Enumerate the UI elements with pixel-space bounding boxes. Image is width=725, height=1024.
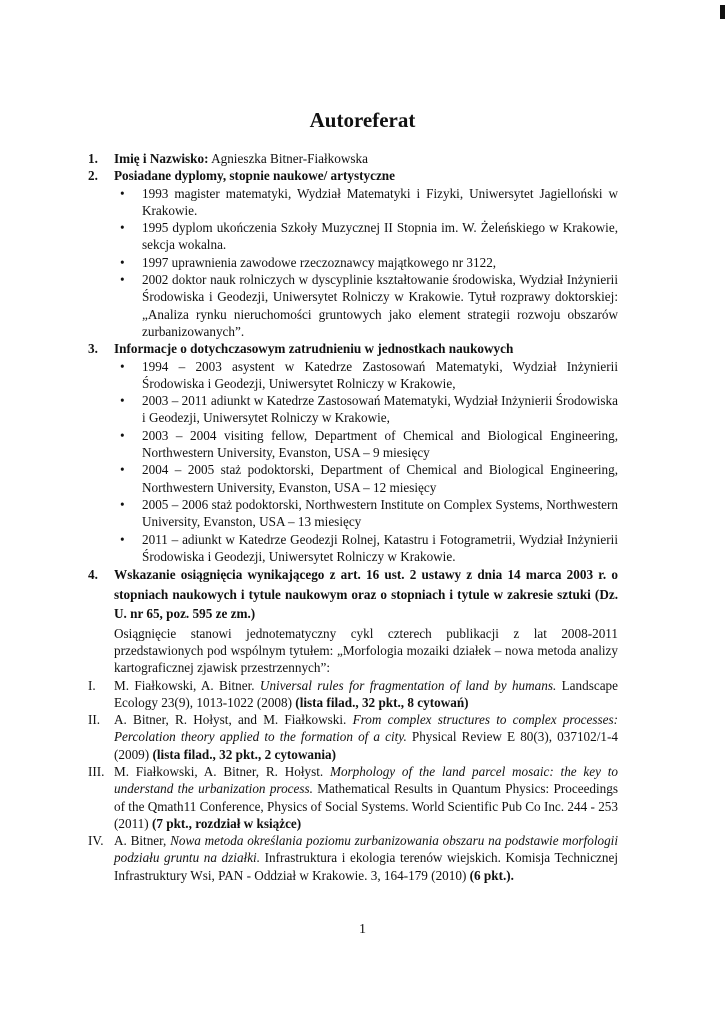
list-item: • 2003 – 2011 adiunkt w Katedrze Zastosowań Matematyki, Wydział Inżynierii Środowiska i Geodezji, Uniwersytet Rolniczy w Krakowie, [118, 392, 618, 427]
publication-number: I. [88, 677, 96, 693]
section-heading: Posiadane dyplomy, stopnie naukowe/ artystyczne [114, 168, 395, 184]
publication-title: Nowa metoda określania poziomu zurbanizowania obszaru na podstawie morfologii podziału gruntu na działki. [114, 833, 618, 866]
publication-metrics: (lista filad., 32 pkt., 2 cytowania) [152, 746, 336, 762]
publication-item [88, 711, 619, 763]
list-item: • 1997 uprawnienia zawodowe rzeczoznawcy majątkowego nr 3122, [118, 254, 618, 271]
publication-metrics: (lista filad., 32 pkt., 8 cytowań) [295, 694, 469, 710]
publication-title: Morphology of the land parcel mosaic: the key to understand the urbanization process. [114, 764, 618, 797]
scan-edge-mark [720, 5, 725, 19]
section-number: 2. [88, 168, 98, 184]
page-number: 1 [359, 922, 366, 937]
publication-authors: A. Bitner, R. Hołyst, and M. Fiałkowski. [114, 712, 347, 728]
section-label: Imię i Nazwisko: [114, 151, 209, 166]
list-item: • 2004 – 2005 staż podoktorski, Department of Chemical and Biological Engineering, Northwestern University, Evanston, USA – 12 miesięcy [118, 461, 618, 496]
employment-list [114, 358, 618, 566]
list-item: • 2002 doktor nauk rolniczych w dyscyplinie kształtowanie środowiska, Wydział Inżynierii Środowiska i Geodezji, Uniwersytet Rolniczy w Krakowie. Tytuł rozprawy doktorskiej: „Analiza rynku nieruchomości gruntowych jako element strategii rozwoju obszarów zurbanizowanych”. [118, 271, 618, 340]
publication-source: Landscape Ecology 23(9), 1013-1022 (2008) [114, 677, 619, 710]
list-item: • 2005 – 2006 staż podoktorski, Northwestern Institute on Complex Systems, Northwestern University, Evanston, USA – 13 miesięcy [118, 496, 618, 531]
publication-item [88, 677, 619, 712]
publication-number: II. [88, 712, 101, 728]
publication-authors: A. Bitner, [114, 833, 167, 849]
publication-source: Mathematical Results in Quantum Physics: Proceedings of the Qmath11 Conference, Physics of Social Systems. World Scientific Pub Co Inc. 244 - 253 (2011) [114, 781, 618, 831]
publication-number: III. [88, 764, 105, 779]
degrees-list [114, 185, 618, 341]
list-item: • 1995 dyplom ukończenia Szkoły Muzycznej II Stopnia im. W. Żeleńskiego w Krakowie, sekcja wokalna. [118, 219, 618, 254]
publication-source: Infrastruktura i ekologia terenów wiejskich. Komisja Technicznej Infrastruktury Wsi, PAN - Oddział w Krakowie. 3, 164-179 (2010) [114, 850, 619, 883]
publication-source: Physical Review E 80(3), 037102/1-4 (2009) [114, 729, 618, 762]
publication-authors: M. Fiałkowski, A. Bitner. [114, 677, 255, 693]
publication-item [88, 832, 619, 884]
publication-item [88, 763, 618, 832]
publication-list [88, 677, 619, 885]
author-name: Agnieszka Bitner-Fiałkowska [211, 151, 368, 166]
section-number: 3. [88, 341, 98, 357]
section-number: 1. [88, 151, 98, 166]
publication-authors: M. Fiałkowski, A. Bitner, R. Hołyst. [114, 764, 324, 779]
publication-metrics: (6 pkt.). [469, 867, 514, 883]
section-1 [88, 150, 618, 167]
section-heading: Informacje o dotychczasowym zatrudnieniu w jednostkach naukowych [114, 341, 514, 357]
section-4 [88, 565, 618, 884]
section-heading: Wskazanie osiągnięcia wynikającego z art. 16 ust. 2 ustawy z dnia 14 marca 2003 r. o stopniach naukowych i tytule naukowym oraz o stopniach i tytule w zakresie sztuki (Dz. U. nr 65, poz. 595 ze zm.) [114, 567, 618, 622]
list-item: • 1993 magister matematyki, Wydział Matematyki i Fizyki, Uniwersytet Jagielloński w Krakowie. [118, 185, 618, 220]
section-number: 4. [88, 567, 98, 583]
achievement-intro: Osiągnięcie stanowi jednotematyczny cykl czterech publikacji z lat 2008-2011 przedstawionych pod wspólnym tytułem: „Morfologia mozaiki działek – nowa metoda analizy kartograficznej zjawisk przestrzennych”: [114, 625, 618, 676]
publication-metrics: (7 pkt., rozdział w książce) [151, 815, 302, 831]
publication-number: IV. [88, 833, 104, 849]
document-body [88, 150, 618, 884]
list-item: • 1994 – 2003 asystent w Katedrze Zastosowań Matematyki, Wydział Inżynierii Środowiska i Geodezji, Uniwersytet Rolniczy w Krakowie, [118, 358, 618, 393]
publication-title: From complex structures to complex processes: Percolation theory applied to the formation of a city. [114, 712, 619, 745]
page-title: Autoreferat [309, 108, 416, 132]
section-2 [88, 167, 618, 340]
publication-title: Universal rules for fragmentation of land by humans. [259, 677, 557, 693]
section-3 [88, 340, 618, 565]
list-item: • 2003 – 2004 visiting fellow, Department of Chemical and Biological Engineering, Northwestern University, Evanston, USA – 9 miesięcy [118, 427, 618, 462]
list-item: • 2011 – adiunkt w Katedrze Geodezji Rolnej, Katastru i Fotogrametrii, Wydział Inżynierii Środowiska i Geodezji, Uniwersytet Rolniczy w Krakowie. [118, 531, 618, 566]
